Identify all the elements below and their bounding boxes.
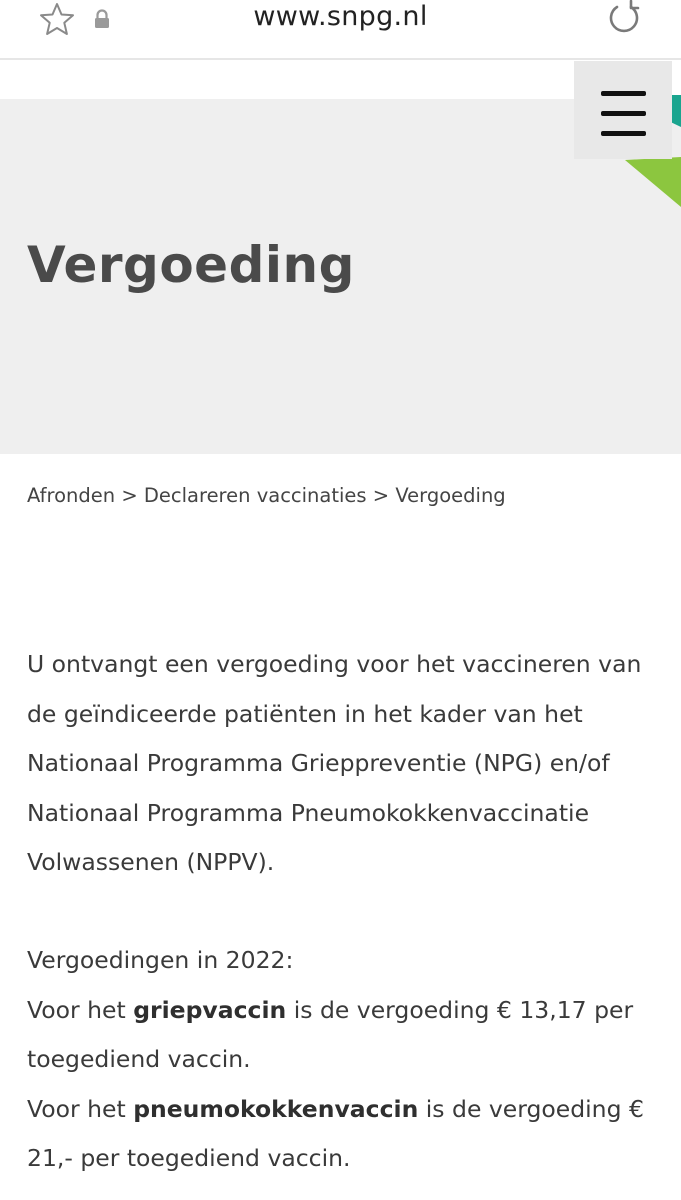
- browser-address-bar: [0, 0, 681, 60]
- pneumococcal-vaccine-fee: [27, 1085, 662, 1184]
- hamburger-menu-icon-bar-3: [601, 131, 646, 136]
- breadcrumb-item-declareren-vaccinaties[interactable]: Declareren vaccinaties: [143, 484, 367, 507]
- reload-icon[interactable]: [605, 0, 643, 38]
- flu-vaccine-label: griepvaccin: [133, 995, 287, 1024]
- pneumo-fee-suffix: is de vergoeding € 21,- per toegediend vaccin.: [27, 1094, 644, 1173]
- flu-vaccine-fee: [27, 986, 662, 1085]
- breadcrumb: [27, 484, 506, 507]
- flu-fee-suffix: is de vergoeding € 13,17 per toegediend vaccin.: [27, 995, 634, 1074]
- breadcrumb-separator: >: [121, 484, 144, 507]
- intro-paragraph: U ontvangt een vergoeding voor het vaccineren van de geïndiceerde patiënten in het kader van het Nationaal Programma Grieppreventie (NPG) en/of Nationaal Programma Pneumokokkenvaccinatie Volwassenen (NPPV).: [27, 650, 642, 877]
- url-text[interactable]: www.snpg.nl: [253, 1, 428, 32]
- main-content: [27, 640, 662, 1184]
- breadcrumb-separator: >: [372, 484, 396, 507]
- flu-fee-prefix: Voor het: [27, 995, 134, 1024]
- breadcrumb-item-afronden[interactable]: Afronden: [27, 484, 116, 507]
- menu-button[interactable]: [574, 61, 672, 159]
- fees-heading: Vergoedingen in 2022:: [27, 945, 294, 974]
- pneumo-fee-prefix: Voor het: [27, 1094, 134, 1123]
- page-title: Vergoeding: [27, 236, 355, 294]
- hamburger-menu-icon-bar-2: [601, 111, 646, 116]
- pneumococcal-vaccine-label: pneumokokkenvaccin: [133, 1094, 419, 1123]
- hamburger-menu-icon: [601, 91, 646, 96]
- breadcrumb-item-current: Vergoeding: [395, 484, 506, 507]
